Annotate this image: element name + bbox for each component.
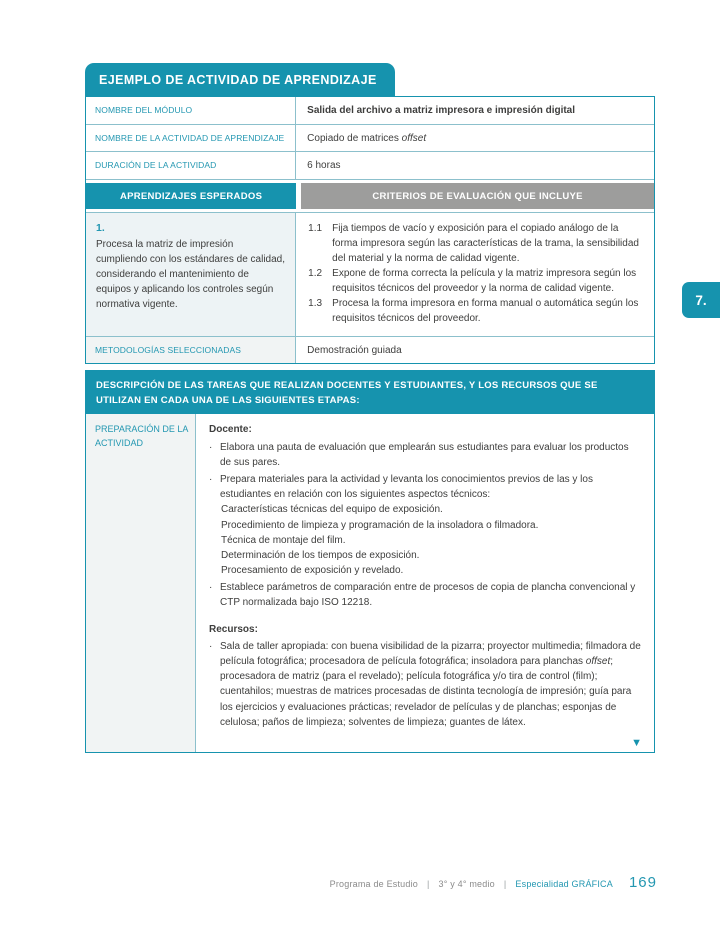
methodologies-label: METODOLOGÍAS SELECCIONADAS (86, 337, 296, 364)
methodologies-value: Demostración guiada (307, 344, 402, 356)
technical-aspects-list (209, 502, 641, 578)
duration-value: 6 horas (307, 160, 341, 171)
bullet-icon: · (209, 473, 213, 485)
criteria-text: Expone de forma correcta la película y la matriz impresora según los requisitos técnicos del proveedor y la norma de calidad vigente. (332, 267, 637, 294)
chapter-number: 7. (695, 292, 707, 308)
criteria-item (308, 266, 642, 296)
module-name-value: Salida del archivo a matriz impresora e impresión digital (307, 105, 576, 116)
criteria-item (308, 296, 642, 326)
sub-list-item: Determinación de los tiempos de exposición. (221, 549, 420, 561)
expected-learnings-header: APRENDIZAJES ESPERADOS (86, 183, 296, 209)
criteria-item (308, 221, 642, 266)
bullet-icon: · (209, 582, 213, 594)
criteria-number: 1.1 (308, 222, 323, 234)
tasks-description-table (85, 370, 655, 753)
sub-list-item: Procedimiento de limpieza y programación de la insoladora o filmadora. (221, 519, 539, 531)
footer-separator: | (427, 879, 430, 889)
module-name-label: NOMBRE DEL MÓDULO (86, 97, 296, 124)
activity-info-table (85, 96, 655, 364)
activity-name-row (86, 125, 654, 153)
list-item-text: Elabora una pauta de evaluación que emplearán sus estudiantes para evaluar los productos de sus pares. (220, 441, 629, 468)
criteria-cell (296, 213, 654, 336)
footer-program: Programa de Estudio (329, 879, 418, 889)
activity-name-text: Copiado de matrices (307, 132, 402, 144)
footer-separator: | (503, 879, 507, 889)
resources-italic: offset (585, 656, 611, 667)
learning-text: Procesa la matriz de impresión cumpliendo con los estándares de calidad, considerando el mantenimiento de equipos y aplicando los controles según normativa vigente. (96, 239, 286, 311)
list-item (209, 580, 641, 610)
list-item-text: Establece parámetros de comparación entre de procesos de copia de plancha convencional y CTP normalizada bajo ISO 12218. (220, 582, 636, 609)
resources-text: Sala de taller apropiada: con buena visibilidad de la pizarra; proyector multimedia; filmadora de película fotográfica; procesadora de película fotográfica; insoladora para planchas (220, 640, 641, 667)
bullet-icon: · (209, 441, 213, 453)
chapter-tab (682, 282, 720, 318)
activity-document (85, 63, 655, 753)
preparation-content (196, 414, 654, 752)
activity-name-value (296, 125, 654, 152)
expected-learning-cell (86, 213, 296, 336)
module-name-row (86, 97, 654, 125)
criteria-number: 1.3 (308, 297, 323, 309)
resources-text: ; procesadora de matriz (para el revelado); película fotográfica y/o tira de control (film); cuentahilos; muestras de matrices procesadas de distinta tecnología de impresión; guía para los ejercicios y evaluaciones prácticas; revelador de películas y de planchas; esponjas de celulosa; paños de limpieza; solventes de limpieza; guantes de látex. (220, 656, 632, 728)
list-item (209, 639, 641, 730)
activity-name-label: NOMBRE DE LA ACTIVIDAD DE APRENDIZAJE (86, 125, 296, 152)
criteria-text: Fija tiempos de vacío y exposición para el copiado análogo de la forma impresora según las características de la trama, la sensibilidad del material y la norma de calidad vigente. (332, 222, 639, 264)
methodologies-row (86, 337, 654, 364)
list-item (209, 472, 641, 502)
column-headers-row (86, 180, 654, 213)
criteria-number: 1.2 (308, 267, 323, 279)
tasks-description-banner: DESCRIPCIÓN DE LAS TAREAS QUE REALIZAN DOCENTES Y ESTUDIANTES, Y LOS RECURSOS QUE SE UTILIZAN EN CADA UNA DE LAS SIGUIENTES ETAPAS: (86, 371, 654, 414)
preparation-label: PREPARACIÓN DE LA ACTIVIDAD (86, 414, 196, 752)
learning-number: 1. (96, 221, 105, 234)
sub-list-item: Características técnicas del equipo de exposición. (221, 504, 443, 516)
page-footer (85, 874, 657, 891)
page-title-label: EJEMPLO DE ACTIVIDAD DE APRENDIZAJE (99, 73, 377, 87)
activity-name-italic: offset (401, 132, 427, 144)
page-title (85, 63, 395, 96)
sub-list-item: Procesamiento de exposición y revelado. (221, 565, 404, 577)
learning-criteria-row (86, 213, 654, 337)
evaluation-criteria-header: CRITERIOS DE EVALUACIÓN QUE INCLUYE (301, 183, 654, 209)
preparation-row (86, 414, 654, 752)
list-item-text: Prepara materiales para la actividad y levanta los conocimientos previos de las y los estudiantes en relación con los siguientes aspectos técnicos: (220, 473, 593, 501)
footer-specialty: Especialidad GRÁFICA (515, 879, 613, 889)
duration-row (86, 152, 654, 180)
list-item-text (220, 639, 641, 730)
sub-list-item: Técnica de montaje del film. (221, 534, 346, 546)
list-item (209, 440, 641, 470)
page-number: 169 (628, 874, 657, 891)
resources-heading: Recursos: (209, 623, 258, 635)
bullet-icon: · (209, 640, 213, 652)
footer-grade: 3° y 4° medio (438, 879, 495, 889)
duration-label: DURACIÓN DE LA ACTIVIDAD (86, 152, 296, 179)
criteria-text: Procesa la forma impresora en forma manual o automática según los requisitos técnicos del proveedor. (332, 297, 639, 324)
continuation-arrow-icon: ▼ (631, 736, 642, 749)
teacher-heading: Docente: (209, 424, 252, 436)
